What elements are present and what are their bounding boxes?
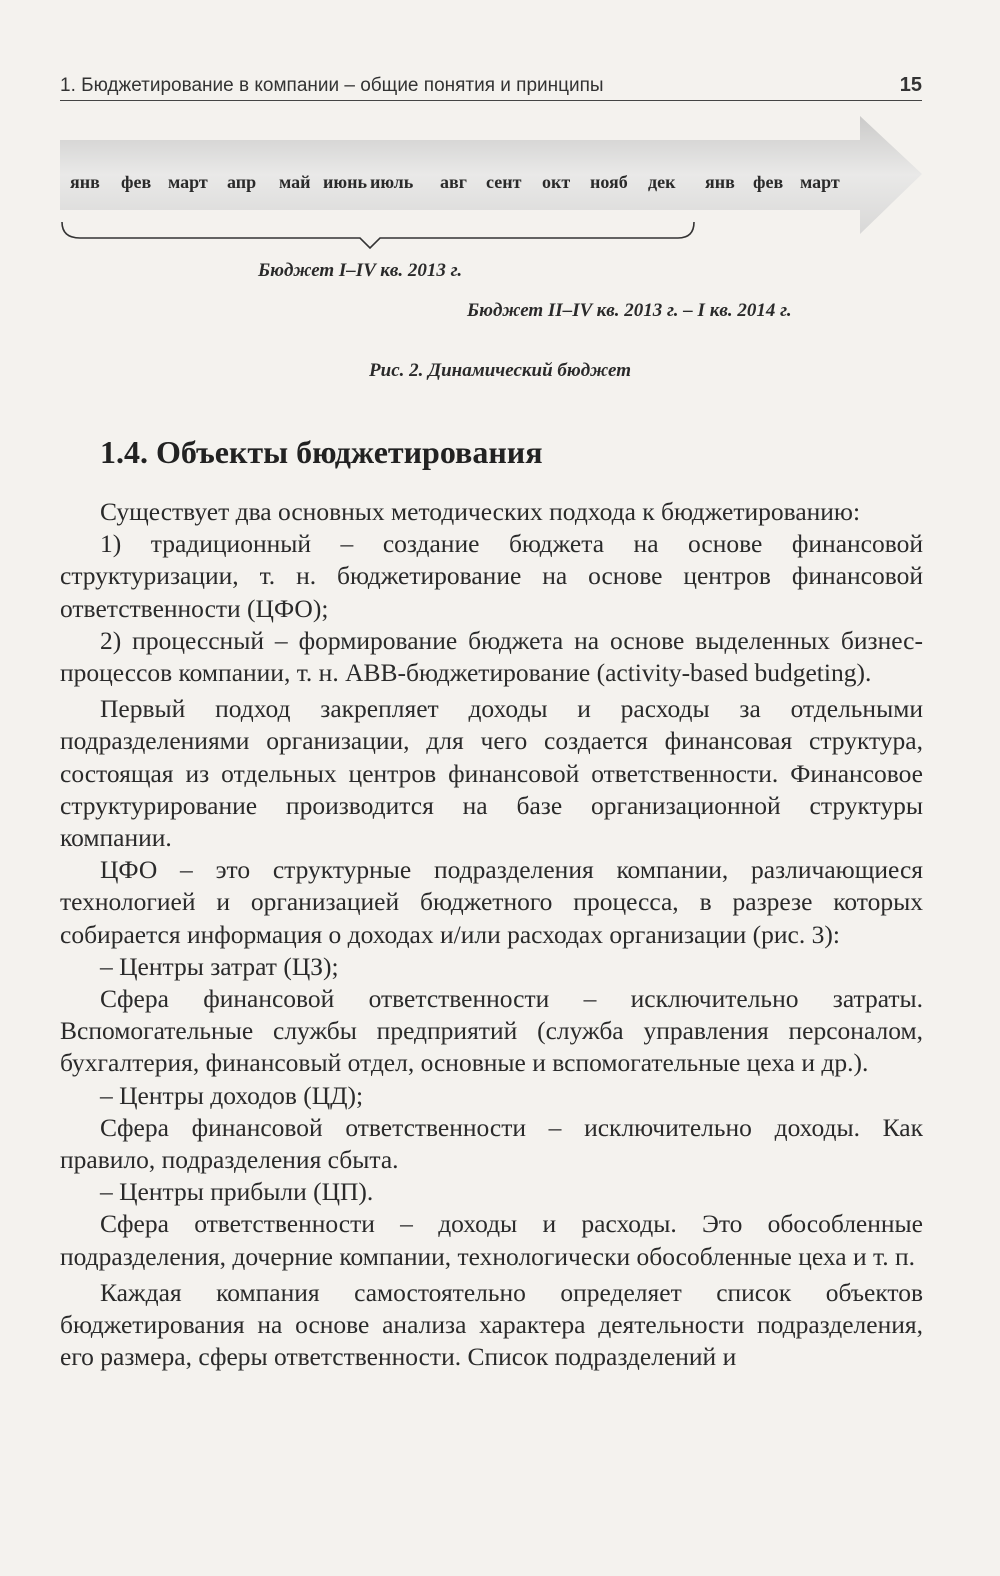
month-label: фев: [121, 172, 152, 192]
paragraph: 2) процессный – формирование бюджета на основе выделенных бизнес-процессов компании, т. н. ABB-бюджетирование (activity-based budgeting).: [60, 625, 923, 688]
month-label: июль: [370, 172, 414, 192]
paragraph: ЦФО – это структурные подразделения компании, различающиеся технологией и организацией бюджетного процесса, в разрезе которых собирается информация о доходах и/или расходах организации (рис. 3):: [60, 855, 923, 949]
paragraph: Сфера финансовой ответственности – исключительно доходы. Как правило, подразделения сбыта.: [60, 1112, 923, 1175]
month-label: апр: [227, 172, 257, 192]
page-number: 15: [899, 74, 922, 96]
month-label: янв: [705, 172, 735, 192]
month-label: март: [800, 172, 840, 192]
month-label: март: [168, 172, 208, 192]
budget-2-label: Бюджет II–IV кв. 2013 г. – I кв. 2014 г.: [467, 300, 792, 321]
figure-dynamic-budget: [0, 110, 1000, 400]
month-label: сент: [486, 172, 522, 192]
month-label: дек: [648, 172, 676, 192]
month-label: окт: [542, 172, 571, 192]
running-header: [60, 74, 922, 101]
paragraph: Первый подход закрепляет доходы и расходы за отдельными подразделениями организации, для чего создается финансовая структура, состоящая из отдельных центров финансовой ответственности. Финансовое структурирование производится на базе организационной структуры компании.: [60, 694, 923, 853]
month-label: фев: [753, 172, 784, 192]
timeline-arrow-graphic: [0, 110, 1000, 400]
body-text: [60, 496, 923, 1373]
months-row: [60, 172, 860, 196]
month-label: нояб: [590, 172, 628, 192]
paragraph: Каждая компания самостоятельно определяет список объектов бюджетирования на основе анализа характера деятельности подразделения, его размера, сферы ответственности. Список подразделений и: [60, 1277, 923, 1372]
paragraph: 1) традиционный – создание бюджета на основе финансовой структуризации, т. н. бюджетирование на основе центров финансовой ответственности (ЦФО);: [60, 529, 923, 623]
paragraph: Существует два основных методических подхода к бюджетированию:: [100, 497, 861, 526]
month-label: янв: [70, 172, 100, 192]
month-label: май: [279, 172, 311, 192]
bracket-budget-1: [62, 222, 694, 248]
month-label: авг: [440, 172, 467, 192]
month-label: июнь: [323, 172, 368, 192]
list-item: – Центры затрат (ЦЗ);: [100, 951, 339, 981]
paragraph: Сфера финансовой ответственности – исключительно затраты. Вспомогательные службы предприятий (служба управления персоналом, бухгалтерия, финансовый отдел, основные и вспомогательные цеха и др.).: [60, 984, 923, 1078]
figure-caption: Рис. 2. Динамический бюджет: [369, 360, 631, 381]
list-item: – Центры прибыли (ЦП).: [100, 1177, 374, 1207]
running-header-title: 1. Бюджетирование в компании – общие понятия и принципы: [60, 75, 604, 96]
paragraph: Сфера ответственности – доходы и расходы. Это обособленные подразделения, дочерние компании, технологически обособленные цеха и т. п.: [60, 1209, 923, 1271]
budget-1-label: Бюджет I–IV кв. 2013 г.: [258, 260, 463, 281]
list-item: – Центры доходов (ЦД);: [100, 1080, 364, 1110]
section-heading: 1.4. Объекты бюджетирования: [100, 434, 543, 470]
